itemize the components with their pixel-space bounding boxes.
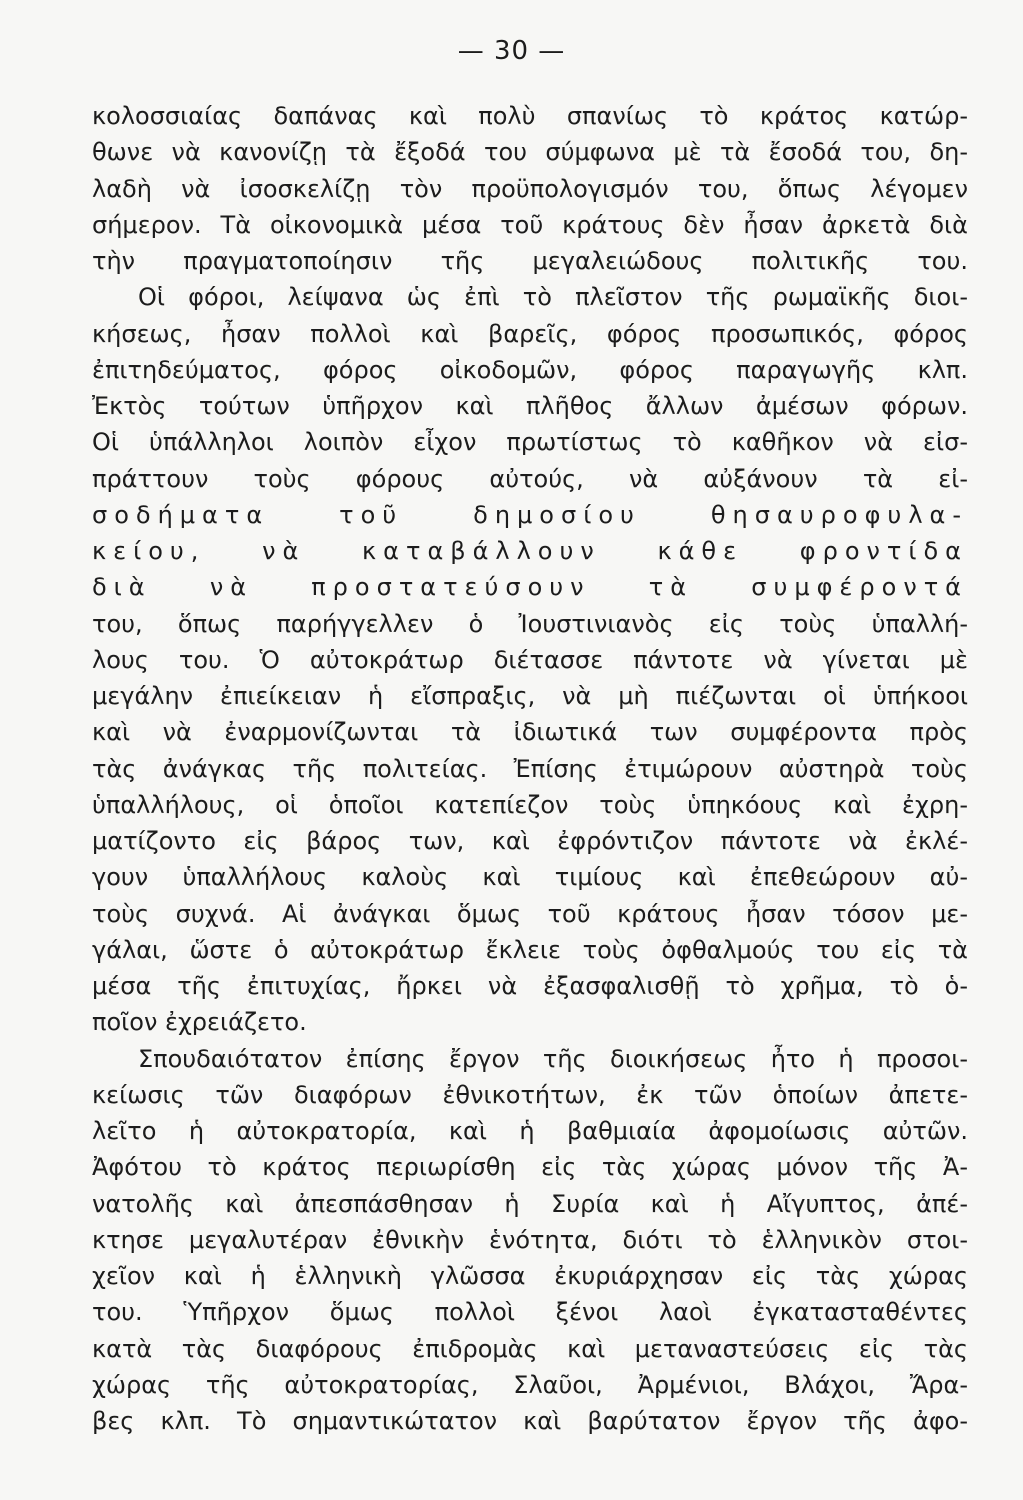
- text-line: λεῖτο ἡ αὐτοκρατορία, καὶ ἡ βαθμιαία ἀφομοίωσις αὐτῶν.: [92, 1117, 968, 1145]
- text-line: σήμερον. Τὰ οἰκονομικὰ μέσα τοῦ κράτους δὲν ἦσαν ἀρκετὰ διὰ: [92, 210, 968, 239]
- text-line: μέσα τῆς ἐπιτυχίας, ἤρκει νὰ ἐξασφαλισθῇ τὸ χρῆμα, τὸ ὁ-: [92, 972, 968, 1000]
- text-line: του. Ὑπῆρχον ὅμως πολλοὶ ξένοι λαοὶ ἐγκατασταθέντες: [92, 1298, 968, 1327]
- text-line: γουν ὑπαλλήλους καλοὺς καὶ τιμίους καὶ ἐπεθεώρουν αὐ-: [92, 863, 968, 892]
- text-line: χώρας τῆς αὐτοκρατορίας, Σλαῦοι, Ἀρμένιοι, Βλάχοι, Ἄρα-: [92, 1370, 968, 1399]
- text-line: βες κλπ. Τὸ σημαντικώτατον καὶ βαρύτατον ἔργον τῆς ἀφο-: [92, 1407, 968, 1435]
- text-line: γάλαι, ὥστε ὁ αὐτοκράτωρ ἔκλειε τοὺς ὀφθαλμούς του εἰς τὰ: [92, 935, 968, 964]
- paragraph-start-line: Σπουδαιότατον ἐπίσης ἔργον τῆς διοικήσεως ἦτο ἡ προσοι-: [138, 1044, 968, 1073]
- text-line: κήσεως, ἦσαν πολλοὶ καὶ βαρεῖς, φόρος προσωπικός, φόρος: [92, 319, 968, 348]
- body-text: [92, 98, 968, 1439]
- text-line: κτησε μεγαλυτέραν ἐθνικὴν ἑνότητα, διότι τὸ ἑλληνικὸν στοι-: [92, 1225, 968, 1254]
- text-line: ματίζοντο εἰς βάρος των, καὶ ἐφρόντιζον πάντοτε νὰ ἐκλέ-: [92, 827, 968, 855]
- text-line: θωνε νὰ κανονίζῃ τὰ ἔξοδά του σύμφωνα μὲ τὰ ἔσοδά του, δη-: [92, 138, 968, 167]
- text-line: κατὰ τὰς διαφόρους ἐπιδρομὰς καὶ μεταναστεύσεις εἰς τὰς: [92, 1334, 968, 1363]
- text-line: ὑπαλλήλους, οἱ ὁποῖοι κατεπίεζον τοὺς ὑπηκόους καὶ ἐχρη-: [92, 790, 968, 819]
- text-line: καὶ νὰ ἐναρμονίζωνται τὰ ἰδιωτικά των συμφέροντα πρὸς: [92, 718, 968, 747]
- spaced-text-line: διὰ νὰ προστατεύσουν τὰ συμφέροντά: [92, 573, 968, 602]
- paragraph-start-line: Οἱ φόροι, λείψανα ὡς ἐπὶ τὸ πλεῖστον τῆς ρωμαϊκῆς διοι-: [138, 283, 968, 312]
- page-number: — 30 —: [457, 36, 566, 66]
- spaced-text-line: κείου, νὰ καταβάλλουν κάθε φροντίδα: [92, 537, 968, 565]
- text-line: Οἱ ὑπάλληλοι λοιπὸν εἶχον πρωτίστως τὸ καθῆκον νὰ εἰσ-: [92, 428, 968, 457]
- text-line: τὰς ἀνάγκας τῆς πολιτείας. Ἐπίσης ἐτιμώρουν αὐστηρὰ τοὺς: [92, 754, 968, 783]
- text-line: κολοσσιαίας δαπάνας καὶ πολὺ σπανίως τὸ κράτος κατώρ-: [92, 102, 968, 130]
- text-line: χεῖον καὶ ἡ ἑλληνικὴ γλῶσσα ἐκυριάρχησαν εἰς τὰς χώρας: [92, 1262, 968, 1290]
- text-line: Ἀφότου τὸ κράτος περιωρίσθη εἰς τὰς χώρας μόνον τῆς Ἀ-: [92, 1153, 968, 1182]
- text-line: Ἐκτὸς τούτων ὑπῆρχον καὶ πλῆθος ἄλλων ἀμέσων φόρων.: [92, 392, 968, 420]
- text-line: νατολῆς καὶ ἀπεσπάσθησαν ἡ Συρία καὶ ἡ Αἴγυπτος, ἀπέ-: [92, 1189, 968, 1218]
- paragraph-end-line: ποῖον ἐχρειάζετο.: [92, 1008, 307, 1037]
- text-line: λαδὴ νὰ ἰσοσκελίζῃ τὸν προϋπολογισμόν του, ὅπως λέγομεν: [92, 174, 968, 203]
- text-line: τοὺς συχνά. Αἱ ἀνάγκαι ὅμως τοῦ κράτους ἦσαν τόσον με-: [92, 899, 968, 928]
- spaced-text-line: σοδήματα τοῦ δημοσίου θησαυροφυλα-: [92, 500, 968, 529]
- text-line: μεγάλην ἐπιείκειαν ἡ εἴσπραξις, νὰ μὴ πιέζωνται οἱ ὑπήκοοι: [92, 682, 968, 710]
- text-line: του, ὅπως παρήγγελλεν ὁ Ἰουστινιανὸς εἰς τοὺς ὑπαλλή-: [92, 609, 968, 638]
- text-line: τὴν πραγματοποίησιν τῆς μεγαλειώδους πολιτικῆς του.: [92, 247, 968, 275]
- text-line: λους του. Ὁ αὐτοκράτωρ διέτασσε πάντοτε νὰ γίνεται μὲ: [92, 645, 968, 674]
- text-line: πράττουν τοὺς φόρους αὐτούς, νὰ αὐξάνουν τὰ εἰ-: [92, 464, 968, 493]
- text-line: ἐπιτηδεύματος, φόρος οἰκοδομῶν, φόρος παραγωγῆς κλπ.: [92, 355, 968, 384]
- text-line: κείωσις τῶν διαφόρων ἐθνικοτήτων, ἐκ τῶν ὁποίων ἀπετε-: [92, 1080, 968, 1109]
